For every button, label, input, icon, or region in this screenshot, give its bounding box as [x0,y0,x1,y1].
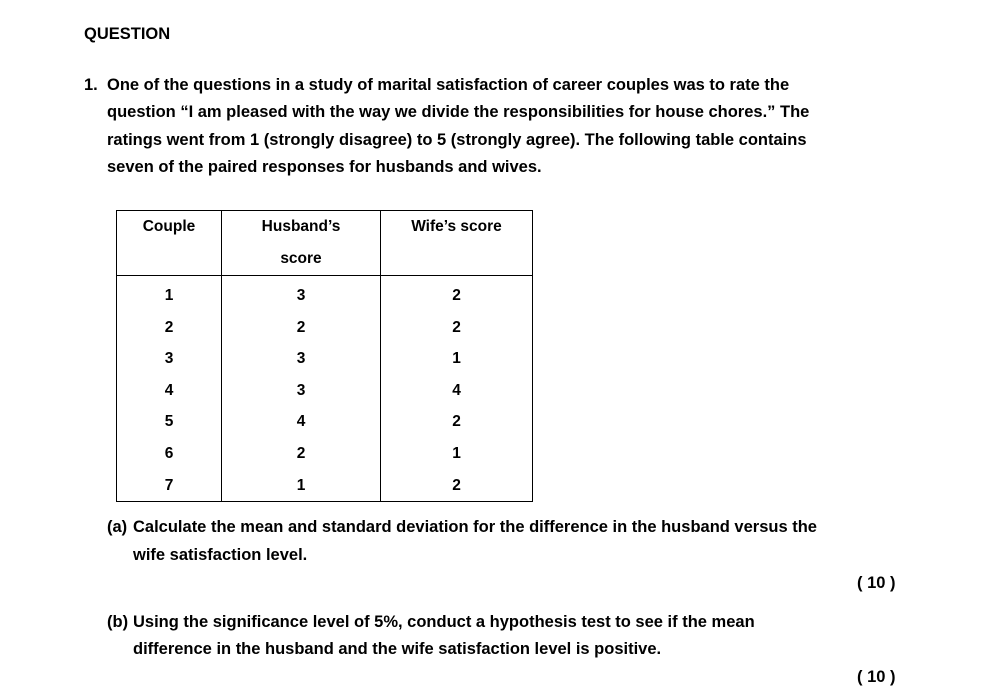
cell-husband-score: 1 [222,470,381,502]
part-b-marks: ( 10 ) [857,668,896,686]
cell-couple: 3 [117,343,222,375]
part-a-label: (a) [107,518,128,536]
scores-table [116,210,533,502]
question-text-line-3: ratings went from 1 (strongly disagree) to 5 (strongly agree). The following table contains [107,131,807,149]
table-row [117,438,533,470]
cell-husband-score: 3 [222,276,381,312]
cell-husband-score: 2 [222,312,381,344]
table-row [117,470,533,502]
cell-wife-score: 1 [381,438,533,470]
cell-couple: 4 [117,375,222,407]
cell-wife-score: 2 [381,406,533,438]
part-a-text-line-2: wife satisfaction level. [133,546,308,564]
cell-couple: 6 [117,438,222,470]
header-husband-line-1: Husband’s [261,218,341,235]
table-row [117,375,533,407]
header-couple [117,211,222,276]
question-text-line-4: seven of the paired responses for husbands and wives. [107,158,542,176]
cell-wife-score: 2 [381,312,533,344]
cell-husband-score: 2 [222,438,381,470]
table-row [117,312,533,344]
header-husband-score [222,211,381,276]
page-heading: QUESTION [84,25,171,43]
table-row [117,406,533,438]
header-wife-score [381,211,533,276]
header-wife-label: Wife’s score [411,218,502,235]
cell-wife-score: 1 [381,343,533,375]
cell-husband-score: 3 [222,343,381,375]
question-text-line-2: question “I am pleased with the way we divide the responsibilities for house chores.” The [107,103,810,121]
part-a-marks: ( 10 ) [857,574,896,592]
cell-couple: 1 [117,276,222,312]
table-row [117,276,533,312]
part-b-text-line-2: difference in the husband and the wife satisfaction level is positive. [133,640,662,658]
part-a-text-line-1: Calculate the mean and standard deviation for the difference in the husband versus the [133,518,817,536]
cell-couple: 7 [117,470,222,502]
cell-wife-score: 4 [381,375,533,407]
cell-wife-score: 2 [381,276,533,312]
cell-couple: 5 [117,406,222,438]
cell-husband-score: 3 [222,375,381,407]
header-couple-label: Couple [142,218,196,235]
part-b-text-line-1: Using the significance level of 5%, conduct a hypothesis test to see if the mean [133,613,755,631]
cell-couple: 2 [117,312,222,344]
cell-wife-score: 2 [381,470,533,502]
question-text-line-1: One of the questions in a study of marital satisfaction of career couples was to rate the [107,76,790,94]
table-row [117,343,533,375]
header-husband-line-2: score [280,250,322,267]
cell-husband-score: 4 [222,406,381,438]
question-number: 1. [84,76,98,94]
part-b-label: (b) [107,613,129,631]
table-header-row [117,211,533,276]
